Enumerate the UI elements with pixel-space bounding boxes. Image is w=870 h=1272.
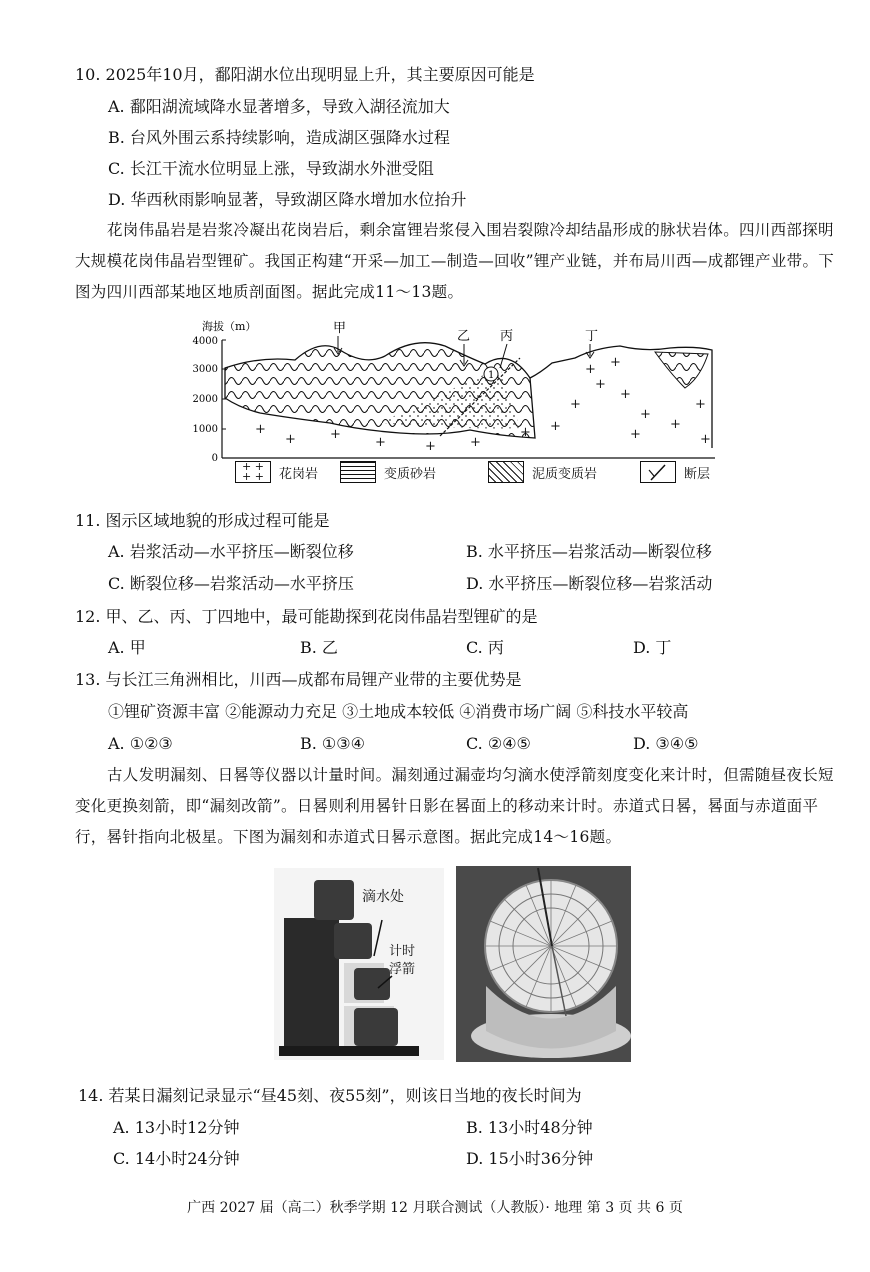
legend-mudstone (488, 461, 597, 483)
legend-sandstone-label: 变质砂岩 (384, 466, 437, 482)
question-12-option-b[interactable]: B. 乙 (300, 638, 338, 657)
passage-timekeeping: 古人发明漏刻、日晷等仪器以计量时间。漏刻通过漏壶均匀滴水使浮箭刻度变化来计时，但需随昼夜长短变化更换刻箭，即“漏刻改箭”。日晷则利用晷针日影在晷面上的移动来计时。赤道式日晷，晷面与赤道面平行，晷针指向北极星。下图为漏刻和赤道式日晷示意图。据此完成14～16题。 (75, 766, 834, 846)
sundial-image (456, 866, 631, 1062)
svg-text:+: + (585, 362, 596, 377)
question-11-option-c[interactable]: C. 断裂位移—岩浆活动—水平挤压 (108, 574, 354, 593)
circle-marker: 1 (488, 370, 495, 381)
legend-mudstone-swatch (488, 461, 524, 483)
legend-fault (640, 461, 710, 483)
question-11-option-a[interactable]: A. 岩浆活动—水平挤压—断裂位移 (108, 542, 354, 561)
svg-text:+: + (695, 397, 706, 412)
question-14-option-a[interactable]: A. 13小时12分钟 (113, 1118, 240, 1137)
question-10-option-c[interactable]: C. 长江干流水位明显上涨，导致湖水外泄受阻 (108, 159, 434, 178)
question-12-option-c[interactable]: C. 丙 (466, 638, 504, 657)
svg-text:+: + (470, 435, 481, 450)
svg-text:+: + (700, 432, 711, 447)
y-tick-0: 0 (211, 453, 218, 464)
legend-granite-swatch: + + + + (235, 461, 271, 483)
label-drip-point: 滴水处 (362, 889, 404, 905)
question-14-option-c[interactable]: C. 14小时24分钟 (113, 1149, 240, 1168)
point-bing-label: 丙 (500, 329, 514, 344)
question-13-option-d[interactable]: D. ③④⑤ (633, 734, 699, 753)
question-10-option-a[interactable]: A. 鄱阳湖流域降水显著增多，导致入湖径流加大 (108, 97, 450, 116)
svg-text:+: + (255, 422, 266, 437)
question-11-option-b[interactable]: B. 水平挤压—岩浆活动—断裂位移 (466, 542, 712, 561)
svg-text:+: + (595, 377, 606, 392)
question-13-option-a[interactable]: A. ①②③ (108, 734, 173, 753)
question-10-option-b[interactable]: B. 台风外围云系持续影响，造成湖区强降水过程 (108, 128, 450, 147)
y-tick-3000: 3000 (192, 364, 218, 375)
label-arrow-2: 浮箭 (389, 962, 416, 977)
question-12-title: 12. 甲、乙、丙、丁四地中，最可能勘探到花岗伟晶岩型锂矿的是 (75, 607, 538, 626)
svg-text:+: + (670, 417, 681, 432)
question-14-option-d[interactable]: D. 15小时36分钟 (466, 1149, 594, 1168)
legend-granite-label: 花岗岩 (279, 466, 319, 482)
legend-sandstone-swatch (340, 461, 376, 483)
svg-text:+: + (375, 435, 386, 450)
svg-text:+: + (330, 427, 341, 442)
y-tick-1000: 1000 (192, 424, 218, 435)
question-12-option-a[interactable]: A. 甲 (108, 638, 146, 657)
question-13-option-c[interactable]: C. ②④⑤ (466, 734, 531, 753)
clepsydra-image (274, 868, 444, 1060)
legend-sandstone (340, 461, 436, 483)
question-11-title: 11. 图示区域地貌的形成过程可能是 (75, 511, 330, 530)
svg-text:+: + (285, 432, 296, 447)
svg-text:+: + (520, 425, 531, 440)
svg-text:+: + (620, 387, 631, 402)
point-ding-label: 丁 (585, 329, 599, 344)
question-11-option-d[interactable]: D. 水平挤压—断裂位移—岩浆活动 (466, 574, 713, 593)
question-14-title: 14. 若某日漏刻记录显示“昼45刻、夜55刻”，则该日当地的夜长时间为 (78, 1086, 582, 1105)
point-yi-label: 乙 (457, 329, 471, 344)
legend-mudstone-label: 泥质变质岩 (532, 466, 598, 482)
y-tick-2000: 2000 (192, 394, 218, 405)
svg-text:+: + (610, 355, 621, 370)
legend-fault-swatch (640, 461, 676, 483)
passage-lithium: 花岗伟晶岩是岩浆冷凝出花岗岩后，剩余富锂岩浆侵入围岩裂隙冷却结晶形成的脉状岩体。四川西部探明大规模花岗伟晶岩型锂矿。我国正构建“开采—加工—制造—回收”锂产业链，并布局川西—成都锂产业带。下图为四川西部某地区地质剖面图。据此完成11～13题。 (75, 221, 835, 301)
profile-y-label: 海拔（m） (202, 320, 257, 333)
svg-text:+: + (570, 397, 581, 412)
svg-text:+: + (640, 407, 651, 422)
label-arrow-1: 计时 (389, 944, 416, 959)
svg-text:+: + (550, 419, 561, 434)
question-12-option-d[interactable]: D. 丁 (633, 638, 672, 657)
legend-granite (235, 461, 318, 483)
question-13-items: ①锂矿资源丰富 ②能源动力充足 ③土地成本较低 ④消费市场广阔 ⑤科技水平较高 (108, 702, 689, 721)
legend-fault-label: 断层 (684, 466, 711, 482)
fold-right (655, 352, 708, 388)
question-14-option-b[interactable]: B. 13小时48分钟 (466, 1118, 593, 1137)
question-10-title: 10. 2025年10月，鄱阳湖水位出现明显上升，其主要原因可能是 (75, 65, 535, 84)
question-13-option-b[interactable]: B. ①③④ (300, 734, 365, 753)
point-jia-label: 甲 (333, 321, 347, 336)
sundial-drawing (456, 866, 631, 1062)
clepsydra-drawing (274, 868, 444, 1060)
page-footer: 广西 2027 届（高二）秋季学期 12 月联合测试（人教版）· 地理 第 3 页 共 6 页 (187, 1200, 683, 1216)
svg-text:+: + (630, 427, 641, 442)
svg-text:+: + (425, 439, 436, 454)
question-13-title: 13. 与长江三角洲相比，川西—成都布局锂产业带的主要优势是 (75, 670, 522, 689)
y-tick-4000: 4000 (192, 336, 218, 347)
question-10-option-d[interactable]: D. 华西秋雨影响显著，导致湖区降水增加水位抬升 (108, 190, 467, 209)
fault-symbol-icon (641, 462, 675, 482)
